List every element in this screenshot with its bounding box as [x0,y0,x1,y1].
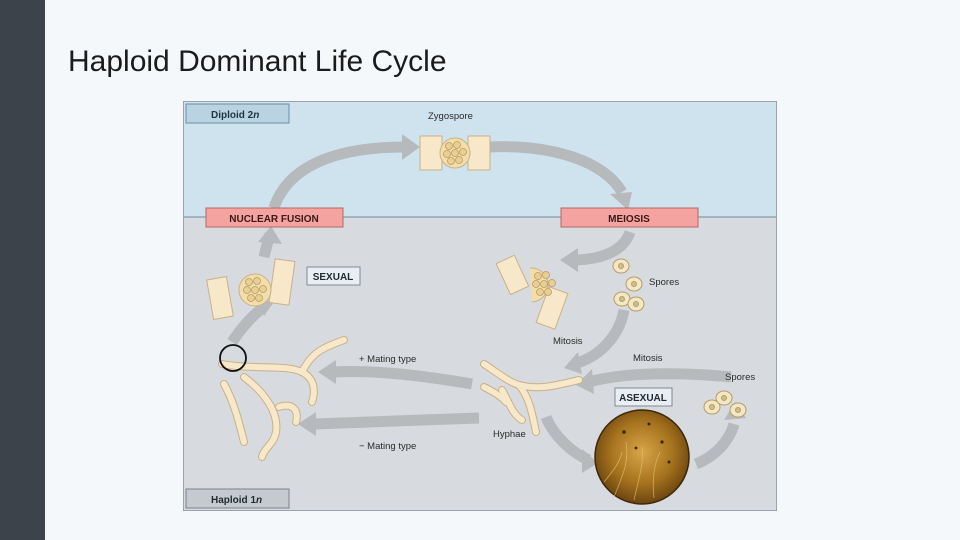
mitosis-left-label: Mitosis [553,336,583,347]
diploid-label [186,104,289,123]
sexual-stage [307,267,360,285]
arrow-minus-mating [314,418,479,424]
hyphae-label: Hyphae [493,429,526,440]
spores-top-label: Spores [649,277,680,288]
plus-mating-label: + Mating type [359,354,417,365]
slide-side-bar [0,0,45,540]
meiosis-stage [561,208,698,227]
zygospore-top [420,136,490,170]
asexual-stage [615,388,672,406]
zygospore-label: Zygospore [428,111,473,122]
svg-text:SEXUAL: SEXUAL [312,272,354,283]
spores-bottom-label: Spores [725,372,756,383]
minus-mating-label: − Mating type [359,441,417,452]
svg-text:Diploid 2n: Diploid 2n [211,110,260,121]
fungus-micrograph [595,410,689,504]
svg-text:MEIOSIS: MEIOSIS [608,214,650,225]
life-cycle-figure [183,101,777,511]
life-cycle-diagram [184,102,777,511]
nuclear-fusion-stage [206,208,343,227]
svg-text:ASEXUAL: ASEXUAL [619,393,667,404]
mitosis-right-label: Mitosis [633,353,663,364]
haploid-label [186,489,289,508]
svg-text:Haploid 1n: Haploid 1n [211,495,263,506]
svg-text:NUCLEAR FUSION: NUCLEAR FUSION [229,214,319,225]
slide-title: Haploid Dominant Life Cycle [68,45,447,78]
